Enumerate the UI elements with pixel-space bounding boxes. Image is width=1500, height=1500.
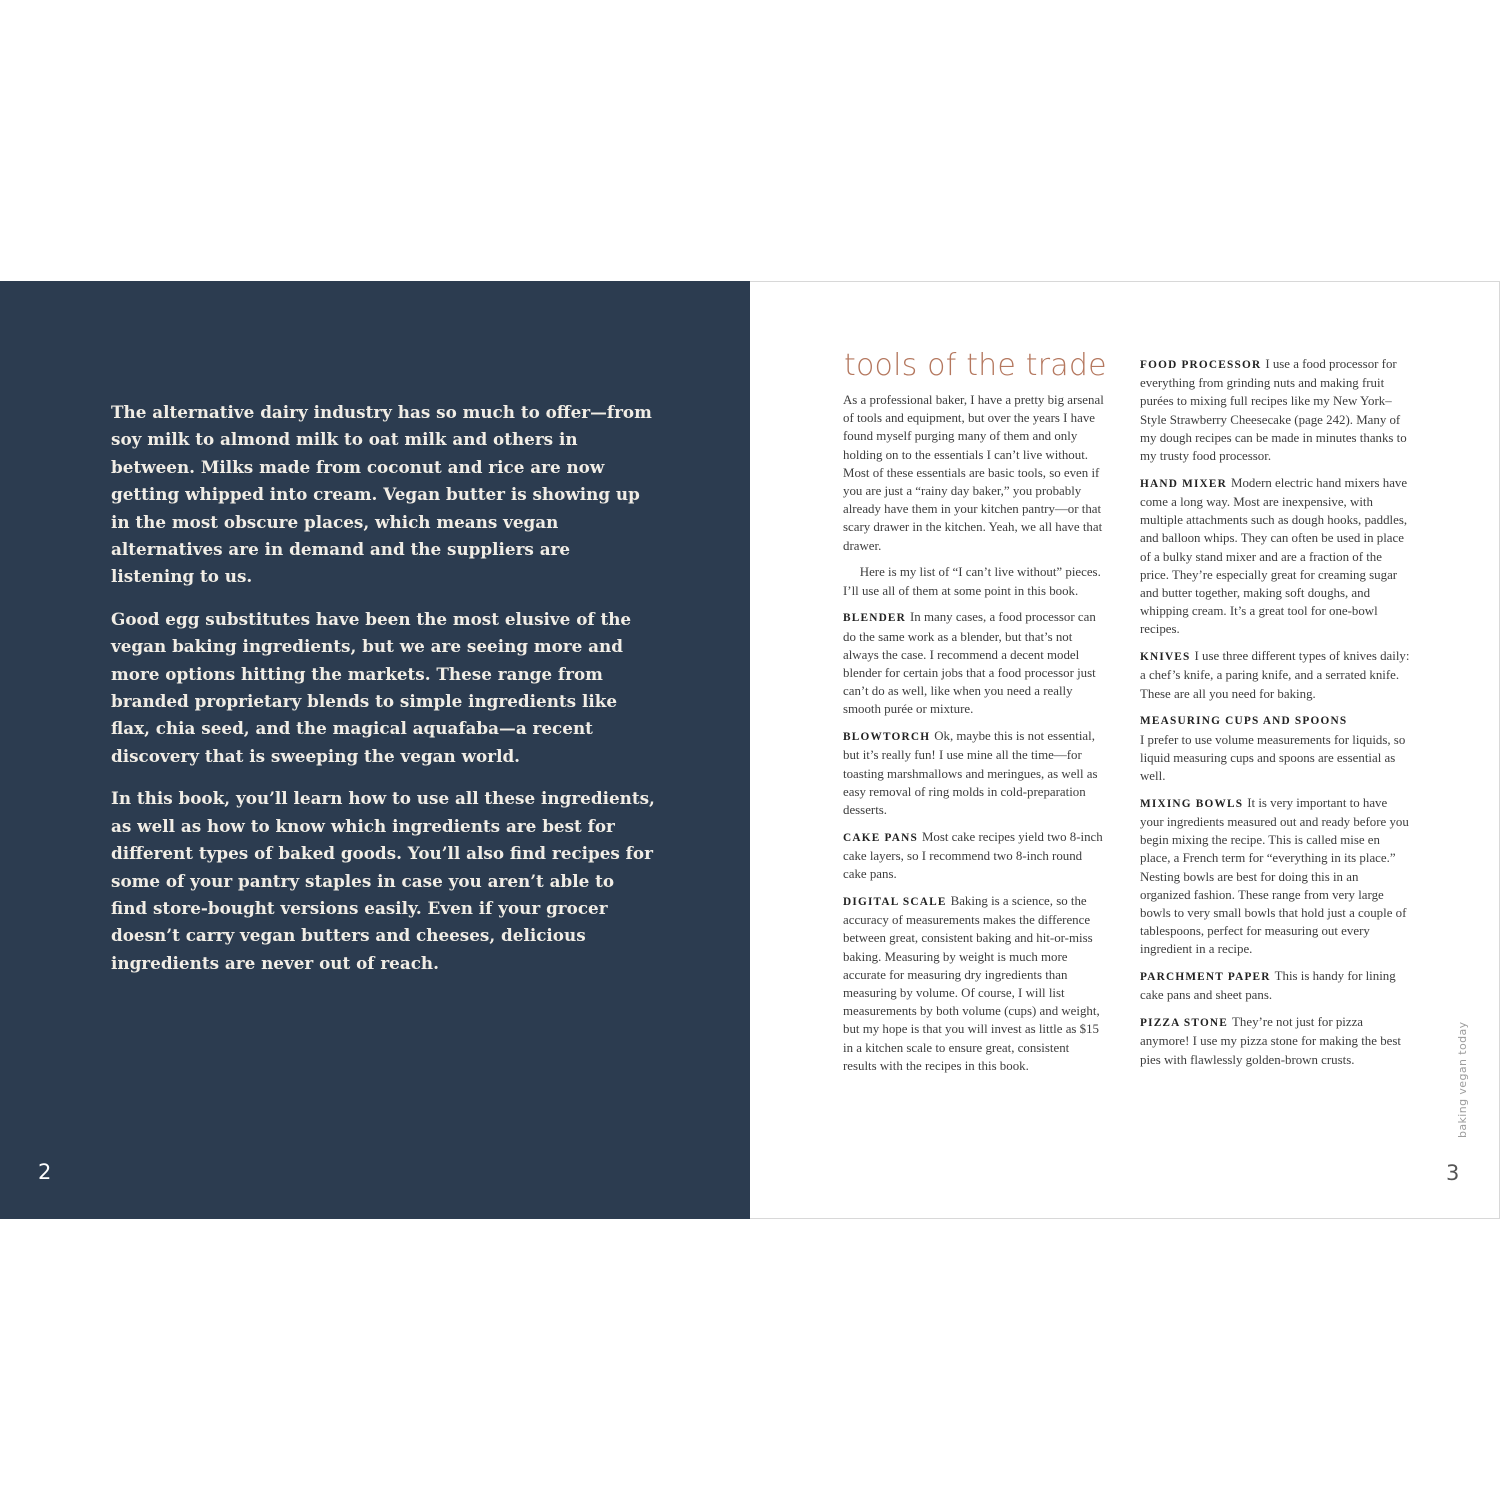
tool-text: I use three different types of knives daily: a chef’s knife, a paring knife, and a serrated knife. These are all you need for baking. <box>1140 649 1410 701</box>
tool-heading: BLOWTORCH <box>843 731 931 744</box>
tool-text: They’re not just for pizza anymore! I use my pizza stone for making the best pies with flawlessly golden-brown crusts. <box>1140 1015 1401 1067</box>
tool-entry <box>1140 355 1412 465</box>
tool-heading: KNIVES <box>1140 651 1191 664</box>
book-spread <box>0 281 1500 1219</box>
tool-heading: PARCHMENT PAPER <box>1140 971 1271 984</box>
page-number-right: 3 <box>1446 1161 1460 1185</box>
tool-entry <box>1140 967 1412 1004</box>
tool-text: In many cases, a food processor can do the same work as a blender, but that’s not always the case. I recommend a decent model blender for certain jobs that a food processor just can’t do as well, like when you need a really smooth purée or mixture. <box>843 610 1096 717</box>
left-page-body <box>111 399 656 992</box>
tool-heading: BLENDER <box>843 612 907 625</box>
tool-heading: CAKE PANS <box>843 831 918 844</box>
left-paragraph-1: The alternative dairy industry has so much to offer—from soy milk to almond milk to oat milk and others in between. Milks made from coconut and rice are now getting whipped into cream. Vegan butter is showing up in the most obscure places, which means vegan alternatives are in demand and the suppliers are listening to us. <box>111 402 652 587</box>
tool-heading: MIXING BOWLS <box>1140 797 1244 810</box>
left-paragraph-3: In this book, you’ll learn how to use all these ingredients, as well as how to know which ingredients are best for different types of baked goods. You’ll also find recipes for some of your pantry staples in case you aren’t able to find store-bought versions easily. Even if your grocer doesn’t carry vegan butters and cheeses, delicious ingredients are never out of reach. <box>111 788 655 973</box>
tool-text: I use a food processor for everything from grinding nuts and making fruit purées to mixing full recipes like my New York–Style Strawberry Cheesecake (page 242). Many of my dough recipes can be made in minutes thanks to my trusty food processor. <box>1140 357 1407 464</box>
tool-text: This is handy for lining cake pans and sheet pans. <box>1140 969 1396 1003</box>
left-paragraph-2: Good egg substitutes have been the most elusive of the vegan baking ingredients, but we are seeing more and more options hitting the markets. These range from branded proprietary blends to simple ingredients like flax, chia seed, and the magical aquafaba—a recent discovery that is sweeping the vegan world. <box>111 608 632 766</box>
tool-text: Ok, maybe this is not essential, but it’s really fun! I use mine all the time—for toasting marshmallows and meringues, as well as easy removal of ring molds in cold-preparation desserts. <box>843 729 1098 818</box>
left-page <box>0 281 750 1219</box>
tool-text: It is very important to have your ingredients measured out and ready before you begin mixing the recipe. This is called mise en place, a French term for “everything in its place.” Nesting bowls are best for doing this in an organized fashion. These range from very large bowls to very small bowls that hold just a couple of tablespoons, perfect for measuring out every ingredient in a recipe. <box>1140 795 1409 957</box>
text-column-1 <box>843 391 1105 1084</box>
tool-heading: DIGITAL SCALE <box>843 896 947 909</box>
tool-heading: PIZZA STONE <box>1140 1017 1229 1030</box>
running-head: baking vegan today <box>1456 1021 1469 1138</box>
intro-paragraph: As a professional baker, I have a pretty big arsenal of tools and equipment, but over the years I have found myself purging many of them and only holding on to the essentials I can’t live without. Most of these essentials are basic tools, so even if you are just a “rainy day baker,” you probably already have them in your kitchen pantry—or that scary drawer in the kitchen. Yeah, we all have that drawer. <box>843 393 1104 553</box>
tool-entry <box>1140 794 1412 959</box>
tool-entry <box>843 828 1105 884</box>
tool-heading: MEASURING CUPS AND SPOONS <box>1140 715 1348 728</box>
tool-entry <box>1140 474 1412 639</box>
page-number-left: 2 <box>38 1160 52 1184</box>
tool-text: I prefer to use volume measurements for liquids, so liquid measuring cups and spoons are essential as well. <box>1140 732 1406 784</box>
right-page <box>750 281 1500 1219</box>
text-column-2 <box>1140 355 1412 1077</box>
tool-entry <box>1140 711 1412 785</box>
tool-heading: FOOD PROCESSOR <box>1140 359 1262 371</box>
tool-entry <box>1140 647 1412 703</box>
tool-entry <box>843 727 1105 819</box>
section-title: tools of the trade <box>844 348 1107 383</box>
tool-entry <box>1140 1013 1412 1069</box>
tool-heading: HAND MIXER <box>1140 477 1227 490</box>
tool-text: Baking is a science, so the accuracy of measurements makes the difference between great, consistent baking and hit-or-miss baking. Measuring by weight is much more accurate for measuring dry ingredients than measuring by volume. Of course, I will list measurements by both volume (cups) and weight, but my hope is that you will invest as little as $15 in a kitchen scale to ensure great, consistent results with the recipes in this book. <box>843 894 1100 1073</box>
tool-text: Most cake recipes yield two 8-inch cake layers, so I recommend two 8-inch round cake pans. <box>843 829 1103 882</box>
intro-continuation: Here is my list of “I can’t live without” pieces. I’ll use all of them at some point in this book. <box>843 565 1101 598</box>
tool-entry <box>843 608 1105 718</box>
tool-text: Modern electric hand mixers have come a long way. Most are inexpensive, with multiple attachments such as dough hooks, paddles, and balloon whips. They can often be used in place of a bulky stand mixer and are a fraction of the price. They’re especially great for creaming sugar and butter together, making soft doughs, and whipping cream. It’s a great tool for one-bowl recipes. <box>1140 475 1408 637</box>
tool-entry <box>843 892 1105 1075</box>
